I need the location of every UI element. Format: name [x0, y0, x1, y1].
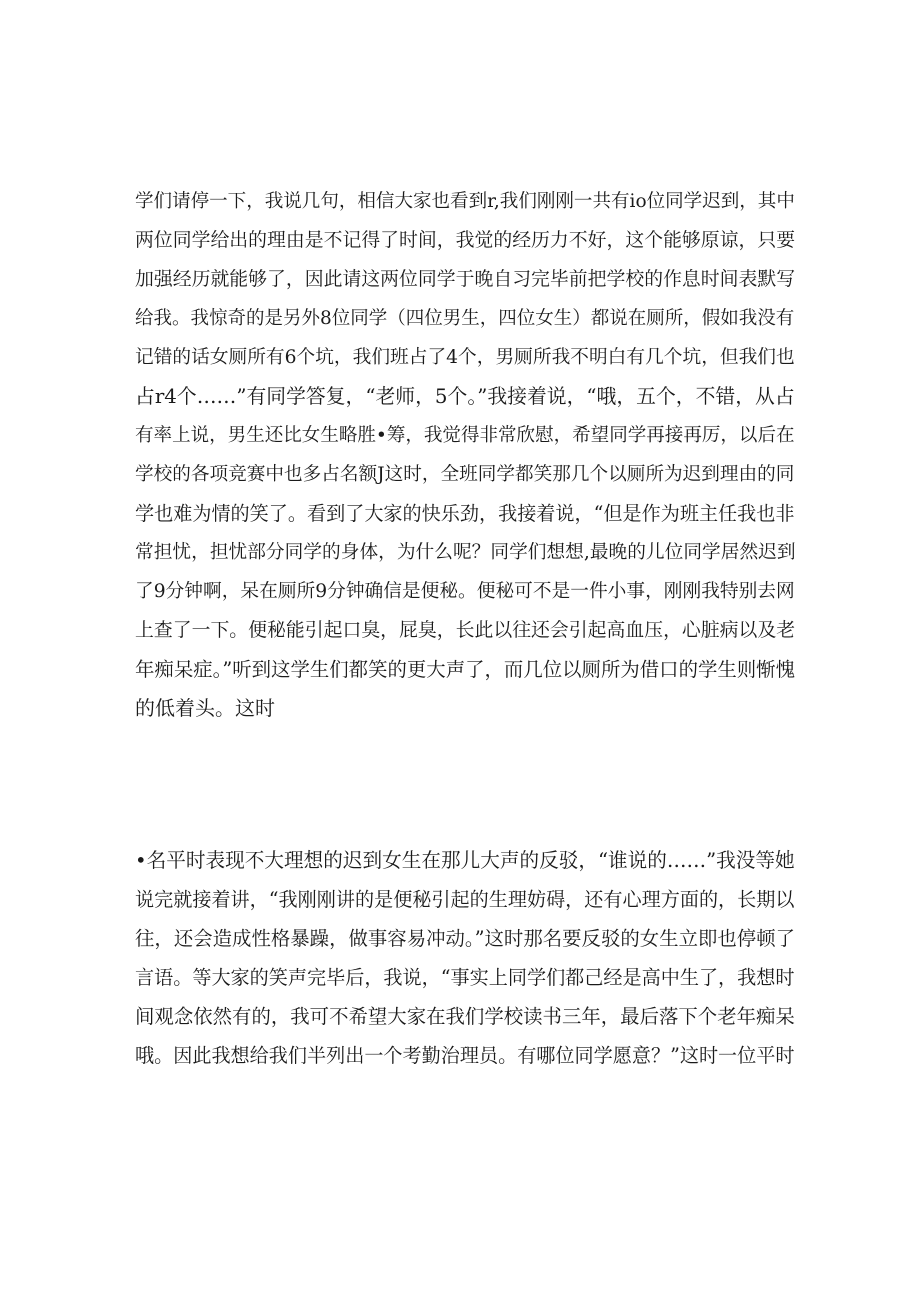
body-paragraph — [135, 182, 795, 728]
text-line: 学也难为情的笑了。看到了大家的快乐劲，我接着说，“但是作为班主任我也非 — [135, 502, 795, 525]
text-line: 学校的各项竞赛中也多占名额J这时，全班同学都笑那几个以厕所为迟到理由的同 — [135, 464, 795, 485]
text-line: 常担忧，担忧部分同学的身体，为什么呢？同学们想想,最晚的儿位同学居然迟到 — [135, 542, 796, 563]
text-line: 往，还会造成性格暴躁，做事容易冲动。”这时那名要反驳的女生立即也停顿了 — [135, 927, 796, 950]
text-line: 两位同学给出的理由是不记得了时间，我觉的经历力不好，这个能够原谅，只要 — [135, 229, 796, 251]
text-line: 学们请停一下，我说几句，相信大家也看到r,我们刚刚一共有io位同学迟到，其中 — [135, 191, 795, 212]
text-line: 给我。我惊奇的是另外8位同学（四位男生，四位女生）都说在厕所，假如我没有 — [135, 308, 795, 329]
text-line: 间观念依然有的，我可不希望大家在我们学校读书三年，最后落下个老年痴呆 — [135, 1005, 795, 1028]
text-line: 有率上说，男生还比女生略胜•筹，我觉得非常欣慰，希望同学再接再厉，以后在 — [135, 425, 795, 446]
text-line: 的低着头。这时 — [135, 696, 275, 720]
text-line: 哦。因此我想给我们半列出一个考勤治理员。有哪位同学愿意？”这时一位平时 — [135, 1044, 795, 1067]
text-line: 上查了一下。便秘能引起口臭，屁臭，长此以往还会引起高血压，心脏病以及老 — [135, 619, 796, 641]
text-line: 言语。等大家的笑声完毕后，我说，“事实上同学们都己经是高中生了，我想时 — [135, 966, 795, 989]
body-paragraph — [135, 841, 795, 1075]
text-line: 记错的话女厕所有6个坑，我们班占了4个，男厕所我不明白有几个坑，但我们也 — [135, 347, 795, 368]
text-line: 占r4个……”有同学答复，“老师，5个。”我接着说，“哦，五个，不错，从占 — [135, 385, 795, 408]
text-line: 年痴呆症。”听到这学生们都笑的更大声了，而几位以厕所为借口的学生则惭愧 — [135, 658, 796, 681]
text-line: 了9分钟啊，呆在厕所9分钟确信是便秘。便秘可不是一件小事，刚刚我特别去网 — [135, 581, 795, 602]
text-line: 说完就接着讲，“我刚刚讲的是便秘引起的生理妨碍，还有心理方面的，长期以 — [135, 888, 795, 911]
text-line: •名平时表现不大理想的迟到女生在那儿大声的反驳，“谁说的……”我没等她 — [135, 849, 795, 872]
text-line: 加强经历就能够了，因此请这两位同学于晚自习完毕前把学校的作息时间表默写 — [135, 268, 796, 290]
